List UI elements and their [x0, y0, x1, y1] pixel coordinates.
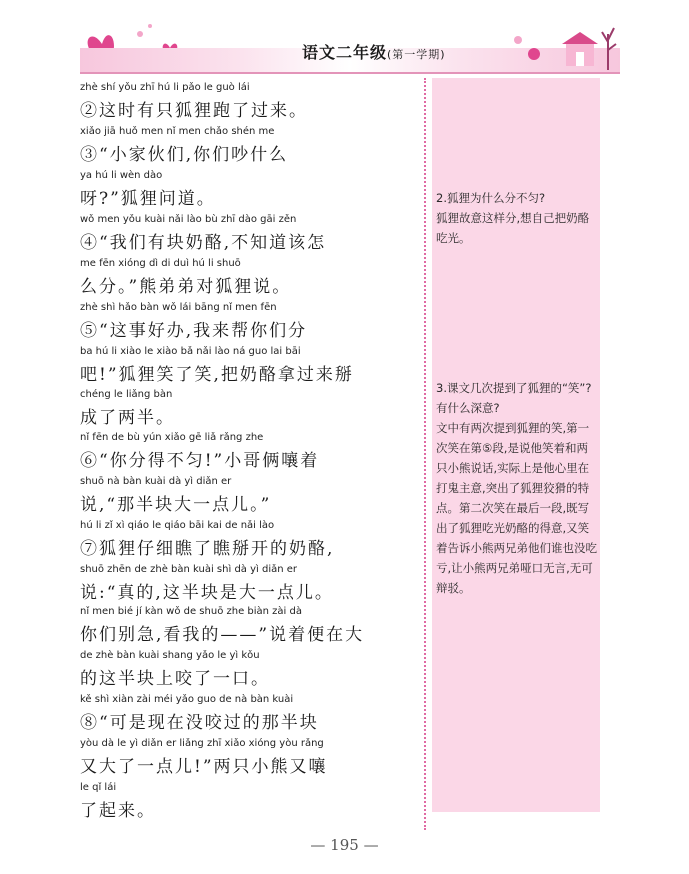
pinyin-line: ya hú li wèn dào [80, 170, 163, 181]
text-line: 又大了一点儿!”两只小熊又嚷 [80, 757, 328, 777]
pinyin-line: de zhè bàn kuài shang yǎo le yì kǒu [80, 650, 260, 661]
book-title-main: 语文二年级 [302, 43, 388, 62]
text-line: 呀?”狐狸问道。 [80, 189, 216, 209]
note-2-answer: 狐狸故意这样分,想自己把奶酪吃光。 [436, 211, 590, 245]
note-question-2 [436, 188, 598, 248]
book-title [302, 40, 446, 63]
note-3-question: 3.课文几次提到了狐狸的“笑”?有什么深意? [436, 381, 592, 415]
note-2-question: 2.狐狸为什么分不匀? [436, 191, 546, 205]
page-header [80, 14, 620, 76]
pinyin-line: le qǐ lái [80, 782, 117, 793]
text-line: ⑤“这事好办,我来帮你们分 [80, 321, 308, 341]
text-line: 吧!”狐狸笑了笑,把奶酪拿过来掰 [80, 365, 354, 385]
text-line: 成了两半。 [80, 408, 175, 428]
text-line: ③“小家伙们,你们吵什么 [80, 145, 289, 165]
annotation-sidebar [432, 78, 600, 812]
pinyin-line: shuō nà bàn kuài dà yì diǎn er [80, 476, 232, 487]
text-line: 说,“那半块大一点儿。” [80, 495, 272, 515]
pinyin-line: hú li zǐ xì qiáo le qiáo bāi kai de nǎi lào [80, 520, 275, 531]
text-line: 你们别急,看我的——”说着便在大 [80, 625, 365, 645]
pinyin-line: shuō zhēn de zhè bàn kuài shì dà yì diǎn er [80, 564, 298, 575]
text-line: ⑥“你分得不匀!”小哥俩嚷着 [80, 451, 320, 471]
book-title-subtitle: (第一学期) [387, 48, 446, 61]
pinyin-line: zhè shì hǎo bàn wǒ lái bāng nǐ men fēn [80, 302, 277, 313]
pinyin-line: kě shì xiàn zài méi yǎo guo de nà bàn kuài [80, 694, 294, 705]
pinyin-line: wǒ men yǒu kuài nǎi lào bù zhī dào gāi zěn [80, 214, 297, 225]
pinyin-line: xiǎo jiā huǒ men nǐ men chǎo shén me [80, 126, 275, 137]
page-number: — 195 — [310, 836, 379, 854]
pinyin-line: zhè shí yǒu zhī hú li pǎo le guò lái [80, 82, 250, 93]
text-line: 的这半块上咬了一口。 [80, 669, 270, 689]
pinyin-line: ba hú li xiào le xiào bǎ nǎi lào ná guo lai bāi [80, 346, 301, 357]
text-line: ⑦狐狸仔细瞧了瞧掰开的奶酪, [80, 539, 335, 559]
text-line: 么分。”熊弟弟对狐狸说。 [80, 277, 292, 297]
pinyin-line: nǐ fēn de bù yún xiǎo gē liǎ rǎng zhe [80, 432, 264, 443]
text-line: 了起来。 [80, 801, 156, 821]
pinyin-line: nǐ men bié jí kàn wǒ de shuō zhe biàn zài dà [80, 606, 302, 617]
story-text [80, 78, 422, 830]
text-line: ②这时有只狐狸跑了过来。 [80, 101, 308, 121]
pinyin-line: yòu dà le yì diǎn er liǎng zhī xiǎo xióng yòu rǎng [80, 738, 324, 749]
text-line: ④“我们有块奶酪,不知道该怎 [80, 233, 327, 253]
pinyin-line: chéng le liǎng bàn [80, 389, 173, 400]
house-tree-decoration-icon [500, 14, 620, 74]
note-question-3 [436, 378, 598, 598]
pinyin-line: me fēn xióng dì di duì hú li shuō [80, 258, 241, 269]
column-divider [424, 78, 426, 830]
text-line: 说:“真的,这半块是大一点儿。 [80, 583, 334, 603]
note-3-answer: 文中有两次提到狐狸的笑,第一次笑在第⑤段,是说他笑着和两只小熊说话,实际上是他心里在打鬼主意,突出了狐狸狡猾的特点。第二次笑在最后一段,既写出了狐狸吃光奶酪的得意,又笑着告诉小熊两兄弟他们谁也没吃亏,让小熊两兄弟哑口无言,无可辩驳。 [436, 421, 597, 595]
text-line: ⑧“可是现在没咬过的那半块 [80, 713, 319, 733]
